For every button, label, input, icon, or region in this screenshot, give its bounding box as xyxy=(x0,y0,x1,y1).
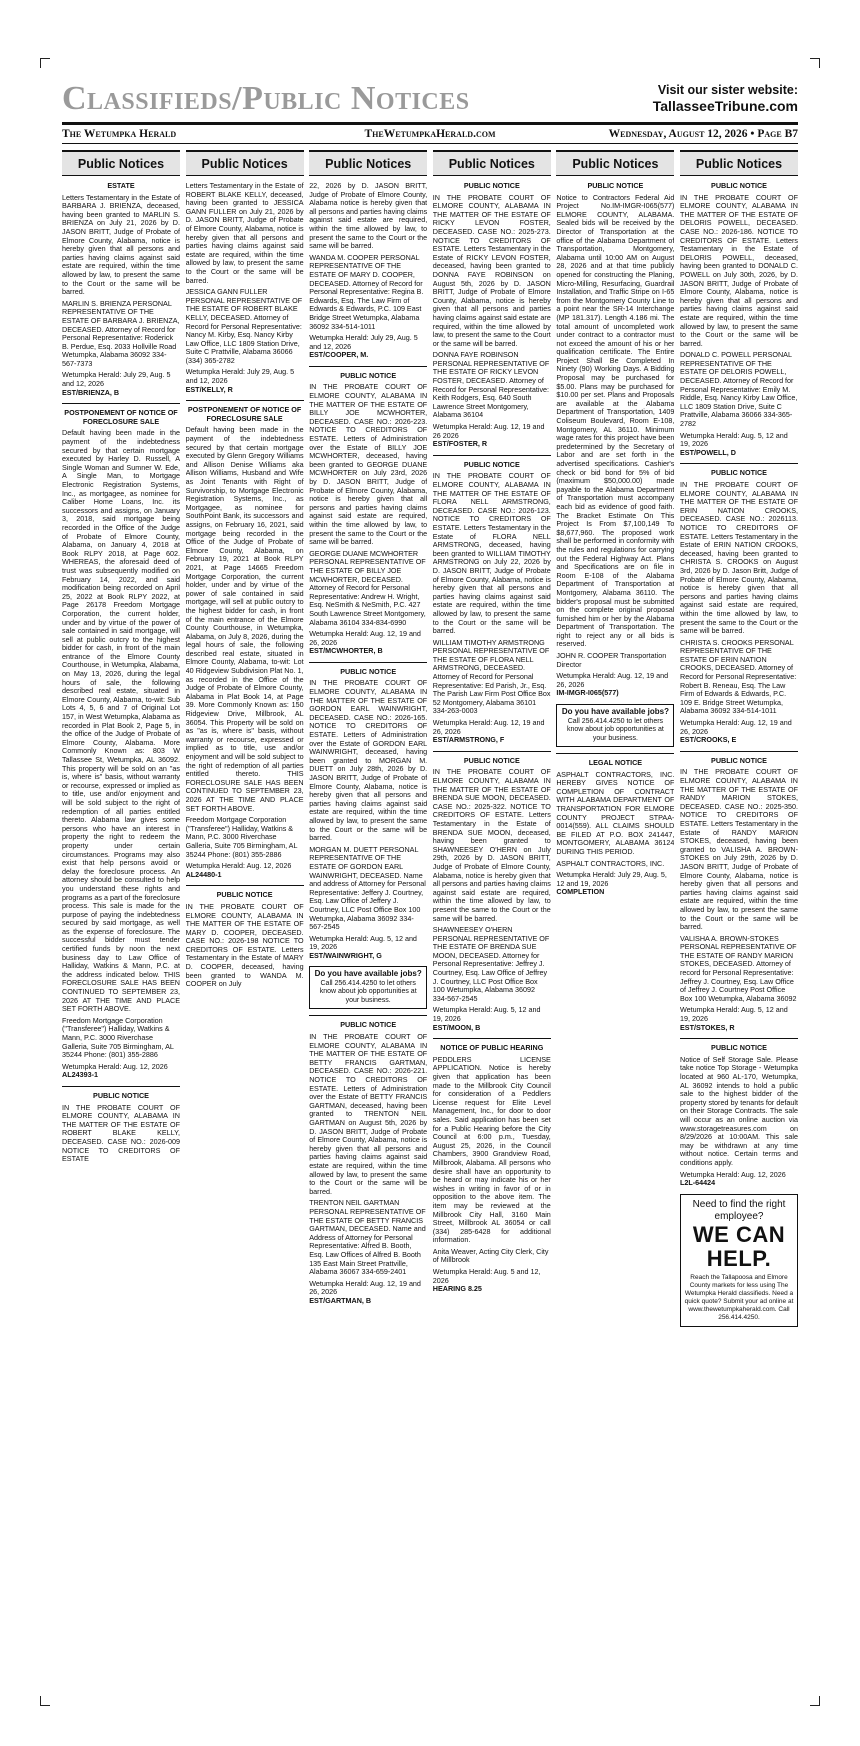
notice-code: EST/STOKES, R xyxy=(680,1022,735,1032)
notice-heading: PUBLIC NOTICE xyxy=(340,370,397,380)
notice-code: EST/KELLY, R xyxy=(185,384,233,394)
notice-body: ASPHALT CONTRACTORS, INC. HEREBY GIVES NOTICE OF COMPLETION OF CONTRACT WITH ALABAMA DEPARTMENT OF TRANSPORTATION FOR ELMORE COUNTY PROJECT STPAA-0014(559). ALL CLAIMS SHOULD BE FILED AT P.O. BOX 241447, MONTGOMERY, ALABAMA 36124 DURING THIS PERIOD. xyxy=(556,769,675,856)
publication-dates: Wetumpka Herald: July 29, Aug. 5 and 12, 2026 xyxy=(185,367,295,386)
notice-heading: PUBLIC NOTICE xyxy=(463,459,520,469)
publication-dates: Wetumpka Herald: Aug. 12, 2026 xyxy=(62,1061,168,1071)
legal-notice xyxy=(309,182,427,360)
column-banner: Public Notices xyxy=(186,150,304,176)
notice-body: IN THE PROBATE COURT OF ELMORE COUNTY, ALABAMA IN THE MATTER OF THE ESTATE OF MARY D. COOPER, DECEASED. CASE NO.: 2026-198 NOTICE TO CREDITORS OF ESTATE. Letters Testamentary in the Estate of MARY D. COOPER, deceased, having been granted to WANDA M. COOPER on July xyxy=(185,901,304,989)
notice-divider xyxy=(186,885,304,886)
sister-site-promo xyxy=(653,82,798,114)
paper-website[interactable]: TheWetumpkaHerald.com xyxy=(364,128,496,140)
notice-heading: PUBLIC NOTICE xyxy=(711,468,767,478)
notice-heading: PUBLIC NOTICE xyxy=(711,755,767,765)
notice-signature: Freedom Mortgage Corporation ("Transferee") Halliday, Watkins & Mann, P.C. 3000 Riverchase Galleria, Suite 705 Birmingham, AL 35244 Phone: (801) 355-2886 xyxy=(185,815,298,859)
publication-dates: Wetumpka Herald: July 29, Aug. 5 and 12, 2026 xyxy=(62,370,171,389)
notice-body: 22, 2026 by D. JASON BRITT, Judge of Probate of Elmore County, Alabama notice is hereby given that all persons and parties having claims against said estate are required, within the time allowed by law, to present the same to the Court or the same will be barred. xyxy=(309,181,428,251)
notice-signature: MORGAN M. DUETT PERSONAL REPRESENTATIVE OF THE ESTATE OF GORDON EARL WAINWRIGHT, DECEASED. Name and address of Attorney for Personal Representative: Jeffery J. Courtney, Esq. Law Office of Jeffery J. Courtney, LLC Post Office Box 100 Wetumpka, Alabama 36092 334-567-2545 xyxy=(309,844,426,932)
notice-divider xyxy=(556,753,674,754)
crop-mark-top-left xyxy=(40,58,50,68)
legal-notice xyxy=(680,469,798,744)
notice-column-1 xyxy=(62,150,180,1690)
notice-code: EST/MOON, B xyxy=(432,1022,481,1032)
legal-notice xyxy=(309,372,427,656)
notice-signature: Anita Weaver, Acting City Clerk, City of Millbrook xyxy=(432,1246,549,1265)
notice-code: IM-IMGR-I065(577) xyxy=(556,688,619,698)
column-banner: Public Notices xyxy=(680,150,798,176)
notice-divider xyxy=(186,400,304,401)
legal-notice xyxy=(680,182,798,457)
notice-code: AL24480-1 xyxy=(185,869,222,879)
notice-body: Letters Testamentary in the Estate of BARBARA J. BRIENZA, deceased, having been granted to MARLIN S. BRIENZA on July 21, 2026 by D. JASON BRITT, Judge of Probate of Elmore County, Alabama, notice is hereby given that all persons and parties having claims against said estate are required, within the time allowed by law, to present the same to the Court or the same will be barred. xyxy=(62,192,180,297)
notice-body: IN THE PROBATE COURT OF ELMORE COUNTY, ALABAMA IN THE MATTER OF THE ESTATE OF GORDON EARL WAINWRIGHT, DECEASED. CASE NO.: 2026-165. NOTICE TO CREDITORS OF ESTATE. Letters of Administration over the Estate of GORDON EARL WAINWRIGHT, deceased, having been granted to MORGAN M. DUETT on July 28th, 2026 by D. JASON BRITT, Judge of Probate of Elmore County, Alabama, notice is hereby given that all persons and parties having claims against said estate are required, within the time allowed by law, to present the same to the Court or the same will be barred. xyxy=(309,678,428,843)
notice-divider xyxy=(433,455,551,456)
notice-heading: POSTPONEMENT OF NOTICE OF FORECLOSURE SALE xyxy=(187,405,302,423)
notice-divider xyxy=(680,751,798,752)
legal-notice xyxy=(186,891,304,989)
notice-signature: DONALD C. POWELL PERSONAL REPRESENTATIVE OF THE ESTATE OF DELORIS POWELL, DECEASED. Attorney of Record for Personal Representative: Emily M. Riddle, Esq. Nancy Kirby Law Office, LLC 1809 Station Drive, Suite C Prattville, Alabama 36066 334-365-2782 xyxy=(680,350,798,429)
notice-signature: DONNA FAYE ROBINSON PERSONAL REPRESENTATIVE OF THE ESTATE OF RICKY LEVON FOSTER, DECEASED. Attorney of Record for Personal Representative: Keith Rodgers, Esq. 640 South Lawrence Street Montgomery, Alabama 36104 xyxy=(432,350,550,420)
publication-dates: Wetumpka Herald: Aug. 5, 12 and 19, 2026 xyxy=(309,933,417,952)
notice-code: EST/BRIENZA, B xyxy=(62,387,120,397)
notice-code: HEARING 8.25 xyxy=(432,1284,482,1294)
notice-heading: PUBLIC NOTICE xyxy=(463,755,520,765)
notice-code: EST/GARTMAN, B xyxy=(309,1295,372,1305)
notice-code: EST/FOSTER, R xyxy=(432,439,488,449)
publication-dates: Wetumpka Herald: Aug. 12, 19 and 26, 2026 xyxy=(432,718,545,736)
notice-heading: LEGAL NOTICE xyxy=(588,758,643,768)
notice-divider xyxy=(680,1038,798,1039)
crop-mark-top-right xyxy=(810,58,820,68)
notice-column-3 xyxy=(309,150,427,1690)
notice-heading: PUBLIC NOTICE xyxy=(340,1020,397,1030)
notice-code: EST/COOPER, M. xyxy=(309,350,369,360)
notice-heading: PUBLIC NOTICE xyxy=(711,1043,767,1053)
notice-heading: PUBLIC NOTICE xyxy=(587,181,644,190)
notice-column-4 xyxy=(433,150,551,1690)
sister-site-label: Visit our sister website: xyxy=(657,83,798,97)
crop-mark-bottom-right xyxy=(810,1696,820,1706)
legal-notice xyxy=(309,1021,427,1305)
classified-help-ad xyxy=(680,1194,798,1327)
notice-heading: PUBLIC NOTICE xyxy=(711,181,767,190)
notice-body: Notice to Contractors Federal Aid Project No.IM-IMGR-I065(577) ELMORE COUNTY, ALABAMA. Sealed bids will be received by the Director of Transportation at the office of the Alabama Department of Transportation, Montgomery, Alabama until 10:00 AM on August 28, 2026 and at that time publicly opened for constructing the Planing, Micro-Milling, Resurfacing, Guardrail Installation, and Traffic Stripe on I-65 from the Montgomery County Line to a point near the SR-14 Interchange (MP 181.317). Length 4.186 mi. The total amount of uncompleted work under contract to a contractor must not exceed the amount of his or her qualification certificate. The Entire Project Shall Be Completed In Ninety (90) Working Days. A Bidding Proposal may be purchased for $5.00. Plans may be purchased for $10.00 per set. Plans and Proposals are available at the Alabama Department of Transportation, 1409 Coliseum Boulevard, Room E-108, Montgomery, AL 36110. Minimum wage rates for this project have been predetermined by the Secretary of Labor and are set forth in the advertised specifications. Cashier's check or bid bond for 5% of bid (maximum $50,000.00) made payable to the Alabama Department of Transportation must accompany each bid as evidence of good faith. The Bracket Estimate On This Project Is From $7,100,149 To $8,677,960. The proposed work shall be performed in conformity with the rules and regulations for carrying out the Federal Highway Act. Plans and Specifications are on file in Room E-108 of the Alabama Department of Transportation at Montgomery, Alabama 36110. The bidder's proposal must be submitted on the complete original proposal furnished him or her by the Alabama Department of Transportation. The right to reject any or all bids is reserved. xyxy=(556,192,675,649)
notice-body: IN THE PROBATE COURT OF ELMORE COUNTY, ALABAMA IN THE MATTER OF THE ESTATE OF BETTY FRANCIS GARTMAN, DECEASED. CASE NO.: 2026-221. NOTICE TO CREDITORS OF ESTATE. Letters of Administration over the Estate of BETTY FRANCIS GARTMAN, deceased, having been granted to TRENTON NEIL GARTMAN on August 5th, 2026 by D. JASON BRITT, Judge of Probate of Elmore County, Alabama, notice is hereby given that all persons and parties having claims against said estate are required, within the time allowed by law, to present the same to the Court or the same will be barred. xyxy=(309,1032,428,1196)
help-ad-text: Reach the Tallapoosa and Elmore County markets for less using The Wetumpka Herald classifieds. Need a quick quote? Submit your ad online at www.thewetumpkaherald.com. Call 256.414.4250. xyxy=(684,1273,794,1321)
notice-body: IN THE PROBATE COURT OF ELMORE COUNTY, ALABAMA IN THE MATTER OF THE ESTATE OF RICKY LEVON FOSTER, DECEASED. CASE NO.: 2025-273. NOTICE TO CREDITORS OF ESTATE. Letters Testamentary in the Estate of RICKY LEVON FOSTER, deceased, having been granted to DONNA FAYE ROBINSON on August 5th, 2026 by D. JASON BRITT, Judge of Probate of Elmore County, Alabama, notice is hereby given that all persons and parties having claims against said estate are required, within the time allowed by law, to present the same to the Court or the same will be barred. xyxy=(432,192,551,348)
notice-code: AL24393-1 xyxy=(62,1070,98,1080)
notice-heading: PUBLIC NOTICE xyxy=(93,1090,149,1100)
legal-notice xyxy=(433,1044,551,1294)
notice-signature: WILLIAM TIMOTHY ARMSTRONG PERSONAL REPRESENTATIVE OF THE ESTATE OF FLORA NELL ARMSTRONG, DECEASED. Attorney of Record for Personal Representative: Ed Parish, Jr., Esq. The Parish Law Firm Post Office Box 52 Montgomery, Alabama 36101 334-263-0003 xyxy=(432,637,551,716)
legal-notice xyxy=(186,406,304,879)
publication-dates: Wetumpka Herald: July 29, Aug. 5, 12 and 19, 2026 xyxy=(556,870,667,888)
notice-body: IN THE PROBATE COURT OF ELMORE COUNTY, ALABAMA IN THE MATTER OF THE ESTATE OF RANDY MARION STOKES, DECEASED. CASE NO.: 2025-350. NOTICE TO CREDITORS OF ESTATE. Letters Testamentary in the Estate of RANDY MARION STOKES, deceased, having been granted to VALISHA A. BROWN-STOKES on July 29th, 2026 by D. JASON BRITT, Judge of Probate of Elmore County, Alabama, notice is hereby given that all persons and parties having claims against said estate are required, within the time allowed by law, to present the same to the Court or the same will be barred. xyxy=(680,767,798,932)
notice-body: IN THE PROBATE COURT OF ELMORE COUNTY, ALABAMA IN THE MATTER OF THE ESTATE OF FLORA NELL ARMSTRONG, DECEASED. CASE NO.: 2026-123. NOTICE TO CREDITORS OF ESTATE. Letters Testamentary in the Estate of FLORA NELL ARMSTRONG, deceased, having been granted to WILLIAM TIMOTHY ARMSTRONG on July 22, 2026 by D. JASON BRITT, Judge of Probate of Elmore County, Alabama, notice is hereby given that all persons and parties having claims against said estate are required, within the time allowed by law, to present the same to the Court or the same will be barred. xyxy=(432,471,551,636)
notice-body: IN THE PROBATE COURT OF ELMORE COUNTY, ALABAMA IN THE MATTER OF THE ESTATE OF ERIN NATION CROOKS, DECEASED. CASE NO.: 2026113. NOTICE TO CREDITORS OF ESTATE. Letters Testamentary in the Estate of ERIN NATION CROOKS, deceased, having been granted to CHRISTA S. CROOKS on August 3rd, 2026 by D. Jason Britt, Judge of Probate of Elmore County, Alabama, notice is hereby given that all persons and parties having claims against said estate are required, within the time allowed by law, to present the same to the Court or the same will be barred. xyxy=(680,480,798,636)
masthead xyxy=(62,78,798,118)
notice-signature: GEORGE DUANE MCWHORTER PERSONAL REPRESENTATIVE OF THE ESTATE OF BILLY JOE MCWHORTER, DECEASED. Attorney of Record for Personal Representative: Andrew H. Wright, Esq. NeSmith & NeSmith, P.C. 427 South Lawrence Street Montgomery, Alabama 36104 334-834-6990 xyxy=(309,548,426,627)
notice-body: IN THE PROBATE COURT OF ELMORE COUNTY, ALABAMA IN THE MATTER OF THE ESTATE OF DELORIS POWELL, DECEASED. CASE NO.: 2026-186. NOTICE TO CREDITORS OF ESTATE. Letters Testamentary in the Estate of DELORIS POWELL, deceased, having been granted to DONALD C. POWELL on July 30th, 2026, by D. JASON BRITT, Judge of Probate of Elmore County, Alabama, notice is hereby given that all persons and parties having claims against said estate are required, within the time allowed by law, to present the same to the Court or the same will be barred. xyxy=(680,192,798,348)
notice-divider xyxy=(433,1038,551,1039)
notice-body: Default having been made in the payment of the indebtedness secured by that certain mortgage executed by Glenn Gregory Williams and Allison Denise Williams aka Allison Williams, Husband and Wife as Joint Tenants with Right of Survivorship, to Mortgage Electronic Registration Systems, Inc., as Mortgagee, as nominee for SouthPoint Bank, its successors and assigns, on February 16, 2021, said mortgage being recorded in the Office of the Judge of Probate of Elmore County, Alabama, on February 19, 2021 at Book RLPY 2021, at Page 14665 Freedom Mortgage Corporation, the current holder, under and by virtue of the power of sale contained in said mortgage, will sell at public outcry to the highest bidder for cash, in front of the main entrance of the Elmore County Courthouse, in Wetumpka, Alabama, on July 8, 2026, during the legal hours of sale, the following described real estate, situated in Elmore County, Alabama, to-wit: Lot 40 Ridgeview Subdivision Plat No. 1, as recorded in the Office of the Judge of Probate of Elmore County, Alabama in Plat Book 14, at Page 39. More Commonly Known as: 150 Ridgeview Drive, Millbrook, AL 36054. This Property will be sold on as "as is, where is" basis, without warranty or recourse, expressed or implied as to title, use and/or enjoyment and will be sold subject to the right of redemption of all parties entitled thereto. THIS FORECLOSURE SALE HAS BEEN CONTINUED TO SEPTEMBER 23, 2026 AT THE TIME AND PLACE SET FORTH ABOVE. xyxy=(185,425,304,813)
notice-code: EST/CROOKS, E xyxy=(680,735,737,745)
jobs-promo-title: Do you have available jobs? xyxy=(561,707,669,717)
notice-code: EST/MCWHORTER, B xyxy=(309,646,383,656)
notice-heading: NOTICE OF PUBLIC HEARING xyxy=(440,1043,544,1053)
notice-body: IN THE PROBATE COURT OF ELMORE COUNTY, ALABAMA IN THE MATTER OF THE ESTATE OF ROBERT BLAKE KELLY, DECEASED. CASE NO.: 2026-009 NOTICE TO CREDITORS OF ESTATE xyxy=(62,1102,180,1164)
jobs-promo-box xyxy=(556,704,674,747)
notice-body: IN THE PROBATE COURT OF ELMORE COUNTY, ALABAMA IN THE MATTER OF THE ESTATE OF BRENDA SUE MOON, DECEASED. CASE NO.: 2025-322. NOTICE TO CREDITORS OF ESTATE. Letters Testamentary in the Estate of BRENDA SUE MOON, deceased, having been granted to SHAWNEESEY O'HERN on July 29th, 2026 by D. JASON BRITT, Judge of Probate of Elmore County, Alabama, notice is hereby given that all persons and parties having claims against said estate are required, within the time allowed by law, to present the same to the Court or the same will be barred. xyxy=(432,767,551,923)
notice-divider xyxy=(680,463,798,464)
column-banner: Public Notices xyxy=(62,150,180,176)
notice-code: EST/WAINWRIGHT, G xyxy=(309,950,382,960)
folio-bar xyxy=(62,122,798,144)
notice-body: PEDDLERS LICENSE APPLICATION. Notice is hereby given that application has been made to the Millbrook City Council for consideration of a Peddlers License request for Elite Level Management, Inc., for door to door sales. Said application has been set for a Public Hearing before the City Council at 6:00 p.m., Tuesday, August 25, 2026, in the Council Chambers, 3900 Grandview Road, Millbrook, Alabama. All persons who desire shall have an opportunity to be heard or may indicate his or her wishes in writing in favor of or in opposition to the above item. The item may be reviewed at the Millbrook City Hall, 3160 Main Street, Millbrook AL 36054 or call (334) 285-6428 for additional information. xyxy=(432,1054,551,1245)
legal-notice xyxy=(62,1092,180,1164)
help-ad-question: Need to find the right employee? xyxy=(692,1198,786,1222)
publication-dates: Wetumpka Herald: Aug. 12, 19 and 26 2026 xyxy=(432,422,545,440)
jobs-promo-title: Do you have available jobs? xyxy=(314,969,422,979)
notice-divider xyxy=(62,403,180,404)
publication-dates: Wetumpka Herald: Aug. 5, 12 and 19, 2026 xyxy=(680,430,788,449)
notice-divider xyxy=(309,1015,427,1016)
column-banner: Public Notices xyxy=(309,150,427,176)
notice-signature: JESSICA GANN FULLER PERSONAL REPRESENTATIVE OF THE ESTATE OF ROBERT BLAKE KELLY, DECEASED. Attorney of Record for Personal Representative: Nancy M. Kirby, Esq. Nancy Kirby Law Office, LLC 1809 Station Drive, Suite C Prattville, Alabama 36066 (334) 365-2782 xyxy=(185,287,303,365)
legal-notice xyxy=(433,182,551,449)
publication-dates: Wetumpka Herald: Aug. 12, 19 and 26, 2026 xyxy=(309,629,421,647)
section-title: Classifieds/Public Notices xyxy=(62,80,470,117)
notice-body: Default having been made in the payment of the indebtedness secured by that certain mortgage executed by Harley D. Russell, A Single Woman and Sumner W. Ede, A Single Man, to Mortgage Electronic Registration Systems, Inc., as mortgagee, as nominee for Caliber Home Loans, Inc. its successors and assigns, on January 3, 2018, said mortgage being recorded in the Office of the Judge of Probate of Elmore County, Alabama, on January 4, 2018 at Book RLPY 2018, at Page 602. WHEREAS, the aforesaid deed of trust was subsequently modified on February 14, 2022, and said modification being recorded on April 25, 2022 at Book RLPY 2022, at Page 26178 Freedom Mortgage Corporation, the current holder, under and by virtue of the power of sale contained in said mortgage, will sell at public outcry to the highest bidder for cash, in front of the main entrance of the Elmore County Courthouse, in Wetumpka, Alabama, on May 13, 2026, during the legal hours of sale, the following described real estate, situated in Elmore County, Alabama, to-wit: Sub Lots 4, 5, 6 and 7 of Original Lot 157, in West Wetumpka, Alabama as recorded in Plat Book 2, Page 5, in the office of the Judge of Probate of Elmore County, Alabama. More Commonly Known as: 803 W Tallassee St, Wetumpka, AL 36092. This property will be sold on an "as is, where is" basis, without warranty or recourse, expressed or implied as to title, use and/or enjoyment and will be sold subject to the right of redemption of all parties entitled thereto. Alabama law gives some persons who have an interest in property the right to redeem the property under certain circumstances. Programs may also exist that help persons avoid or delay the foreclosure process. An attorney should be consulted to help you understand these rights and programs as a part of the foreclosure process. This sale is made for the purpose of paying the indebtedness secured by said mortgage, as well as the expense of foreclosure. The successful bidder must tender certified funds by noon the next business day to Law Office of Halliday, Watkins & Mann, P.C. at the address indicated below. THIS FORECLOSURE SALE HAS BEEN CONTINUED TO SEPTEMBER 23, 2026 AT THE TIME AND PLACE SET FORTH ABOVE. xyxy=(62,428,180,1014)
publication-dates: Wetumpka Herald: Aug. 12, 19 and 26, 2026 xyxy=(309,1278,421,1297)
notice-signature: SHAWNEESEY O'HERN PERSONAL REPRESENTATIVE OF THE ESTATE OF BRENDA SUE MOON, DECEASED. Attorney for Personal Representative: Jeffrey J. Courtney, Esq. Law Office of Jeffrey J. Courtney, LLC Post Office Box 100 Wetumpka, Alabama 36092 334-567-2545 xyxy=(432,925,550,1003)
publication-dates: Wetumpka Herald: Aug. 5, 12 and 19, 2026 xyxy=(680,1005,788,1024)
notice-heading: PUBLIC NOTICE xyxy=(340,666,397,676)
notice-signature: Freedom Mortgage Corporation ("Transferee") Halliday, Watkins & Mann, P.C. 3000 Riverchase Galleria, Suite 705 Birmingham, AL 35244 Phone: (801) 355-2886 xyxy=(62,1015,174,1060)
legal-notice xyxy=(433,757,551,1032)
notice-column-2 xyxy=(186,150,304,1690)
legal-notice xyxy=(680,1044,798,1188)
crop-mark-bottom-left xyxy=(40,1696,50,1706)
notice-body: Letters Testamentary in the Estate of ROBERT BLAKE KELLY, deceased, having been granted to JESSICA GANN FULLER on July 21, 2026 by D. JASON BRITT, Judge of Probate of Elmore County, Alabama, notice is hereby given that all persons and parties having claims against said estate are required, within the time allowed by law, to present the same to the Court or the same will be barred. xyxy=(185,181,304,285)
legal-notice xyxy=(186,182,304,394)
notice-code: EST/ARMSTRONG, F xyxy=(432,735,505,745)
notice-signature: VALISHA A. BROWN-STOKES PERSONAL REPRESENTATIVE OF THE ESTATE OF RANDY MARION STOKES, DECEASED. Attorney of record for Personal Representative: Jeffrey J. Courtney, Esq. Law Office of Jeffrey J. Courtney Post Office Box 100 Wetumpka, Alabama 36092 xyxy=(680,933,797,1003)
legal-notice xyxy=(62,182,180,397)
legal-notice xyxy=(62,409,180,1080)
publication-dates: Wetumpka Herald: Aug. 12, 19 and 26, 2026 xyxy=(556,671,669,689)
notice-code: L2L-64424 xyxy=(680,1178,716,1188)
legal-notice xyxy=(309,668,427,961)
legal-notice xyxy=(433,461,551,745)
notice-heading: POSTPONEMENT OF NOTICE OF FORECLOSURE SALE xyxy=(64,408,178,426)
issue-date-page: Wednesday, August 12, 2026 • Page B7 xyxy=(608,128,798,140)
notice-signature: MARLIN S. BRIENZA PERSONAL REPRESENTATIVE OF THE ESTATE OF BARBARA J. BRIENZA, DECEASED. Attorney of Record for Personal Representative: Roderick B. Perdue, Esq. 2033 Hollville Road Wetumpka, Alabama 36092 334-567-7373 xyxy=(62,298,180,368)
notice-body: IN THE PROBATE COURT OF ELMORE COUNTY, ALABAMA IN THE MATTER OF THE ESTATE OF BILLY JOE MCWHORTER, DECEASED. CASE NO.: 2026-223. NOTICE TO CREDITORS OF ESTATE. Letters of Administration over the Estate of BILLY JOE MCWHORTER, deceased, having been granted to GEORGE DUANE MCWHORTER on July 23rd, 2026 by D. JASON BRITT, Judge of Probate of Elmore County, Alabama, notice is hereby given that all persons and parties having claims against said estate are required, within the time allowed by law, to present the same to the Court or the same will be barred. xyxy=(309,382,428,547)
paper-name: The Wetumpka Herald xyxy=(62,128,177,140)
legal-notice xyxy=(556,759,674,897)
notice-divider xyxy=(62,1086,180,1087)
notice-signature: CHRISTA S. CROOKS PERSONAL REPRESENTATIVE OF THE ESTATE OF ERIN NATION CROOKS, DECEASED. Attorney of Record for Personal Representative: Robert B. Reneau, Esq. The Law Firm of Edwards & Edwards, P.C. 109 E. Bridge Street Wetumpka, Alabama 36092 334-514-1011 xyxy=(680,637,797,716)
notice-heading: ESTATE xyxy=(107,181,135,190)
jobs-promo-box xyxy=(309,966,427,1009)
notice-signature: TRENTON NEIL GARTMAN PERSONAL REPRESENTATIVE OF THE ESTATE OF BETTY FRANCIS GARTMAN, DECEASED. Name and Address of Attorney for Personal Representative: Alfred B. Booth, Esq. Law Offices of Alfred B. Booth 135 East Main Street Prattville, Alabama 36067 334-659-2401 xyxy=(309,1198,426,1277)
publication-dates: Wetumpka Herald: Aug. 5 and 12, 2026 xyxy=(432,1267,541,1285)
jobs-promo-text: Call 256.414.4250 to let others know about job opportunities at your business. xyxy=(566,717,664,742)
sister-site-link[interactable]: TallasseeTribune.com xyxy=(652,98,798,114)
notice-heading: PUBLIC NOTICE xyxy=(216,890,273,900)
legal-notice xyxy=(556,182,674,698)
publication-dates: Wetumpka Herald: Aug. 5, 12 and 19, 2026 xyxy=(432,1005,541,1024)
notice-divider xyxy=(309,366,427,367)
notice-divider xyxy=(309,662,427,663)
column-banner: Public Notices xyxy=(433,150,551,176)
publication-dates: Wetumpka Herald: Aug. 12, 2026 xyxy=(680,1169,786,1179)
publication-dates: Wetumpka Herald: Aug. 12, 2026 xyxy=(185,861,292,871)
column-banner: Public Notices xyxy=(556,150,674,176)
notice-signature: WANDA M. COOPER PERSONAL REPRESENTATIVE OF THE ESTATE OF MARY D. COOPER, DECEASED. Attorney of Record for Personal Representative: Regina B. Edwards, Esq. The Law Firm of Edwards & Edwards, P.C. 109 East Bridge Street Wetumpka, Alabama 36092 334-514-1011 xyxy=(309,252,424,331)
notice-column-6 xyxy=(680,150,798,1690)
jobs-promo-text: Call 256.414.4250 to let others know about job opportunities at your business. xyxy=(319,979,417,1004)
notice-signature: ASPHALT CONTRACTORS, INC. xyxy=(556,858,665,868)
notices-columns xyxy=(62,150,798,1690)
help-ad-headline: WE CAN HELP. xyxy=(692,1221,786,1271)
notice-body: Notice of Self Storage Sale. Please take notice Top Storage - Wetumpka located at 960 AL-170, Wetumpka, AL 36092 intends to hold a public sale to the highest bidder of the property stored by tenants for default on their Storage Contracts. The sale will occur as an online auction via www.storagetreasures.com on 8/29/2026 at 10:00AM. This sale may be withdrawn at any time without notice. Certain terms and conditions apply. xyxy=(680,1054,798,1167)
notice-code: COMPLETION xyxy=(556,887,605,897)
notice-divider xyxy=(433,751,551,752)
publication-dates: Wetumpka Herald: July 29, Aug. 5 and 12, 2026 xyxy=(309,333,418,351)
notice-signature: JOHN R. COOPER Transportation Director xyxy=(556,651,667,669)
notice-code: EST/POWELL, D xyxy=(680,447,736,457)
notice-heading: PUBLIC NOTICE xyxy=(463,181,520,190)
publication-dates: Wetumpka Herald: Aug. 12, 19 and 26, 2026 xyxy=(680,718,792,736)
legal-notice xyxy=(680,757,798,1032)
notice-column-5 xyxy=(556,150,674,1690)
